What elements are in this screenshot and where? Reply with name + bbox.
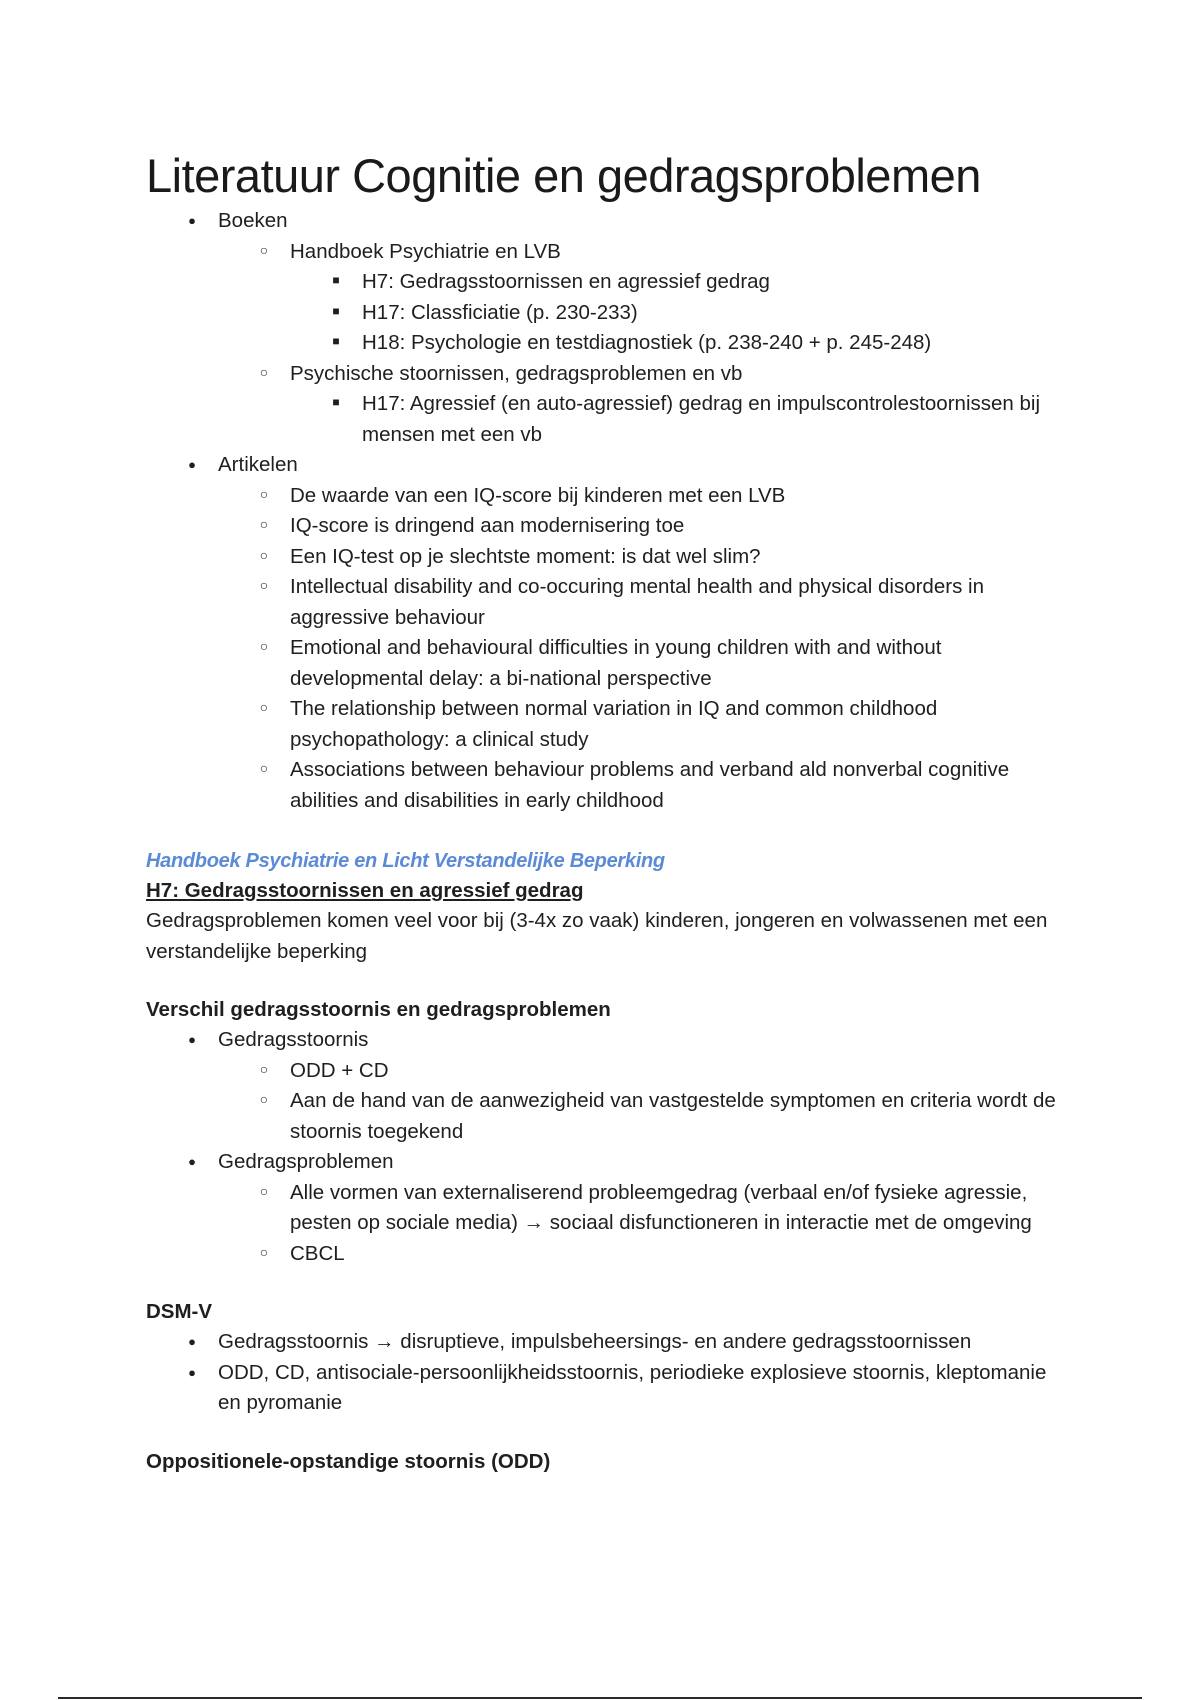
bullet-square-icon bbox=[326, 328, 346, 359]
list-item bbox=[146, 1147, 1066, 1269]
list-item bbox=[218, 633, 1066, 694]
chapter-heading: H7: Gedragsstoornissen en agressief gedrag bbox=[146, 879, 584, 902]
bullet-circle-icon bbox=[254, 511, 274, 543]
list-item bbox=[290, 267, 1066, 298]
list-item bbox=[218, 1239, 1066, 1270]
list-item-label: Handboek Psychiatrie en LVB bbox=[290, 239, 561, 263]
bullet-disc-icon bbox=[182, 206, 202, 239]
bullet-circle-icon bbox=[254, 481, 274, 513]
document-page bbox=[146, 146, 1066, 1477]
bullet-circle-icon bbox=[254, 755, 274, 787]
bullet-circle-icon bbox=[254, 694, 274, 726]
dsm-list bbox=[146, 1327, 1066, 1419]
list-item-label: Een IQ-test op je slechtste moment: is dat wel slim? bbox=[290, 544, 761, 568]
list-item bbox=[218, 1178, 1066, 1239]
list-item-label: ODD + CD bbox=[290, 1058, 389, 1082]
dsm-heading: DSM-V bbox=[146, 1300, 213, 1323]
bullet-square-icon bbox=[326, 389, 346, 420]
literature-list bbox=[146, 206, 1066, 816]
bullet-circle-icon bbox=[254, 1086, 274, 1118]
bullet-circle-icon bbox=[254, 1056, 274, 1088]
list-item-label: De waarde van een IQ-score bij kinderen met een LVB bbox=[290, 483, 786, 507]
list-item-label: Alle vormen van externaliserend probleemgedrag (verbaal en/of fysieke agressie, pesten op sociale media) → sociaal disfunctioneren in interactie met de omgeving bbox=[290, 1180, 1032, 1234]
list-item-label: ODD, CD, antisociale-persoonlijkheidsstoornis, periodieke explosieve stoornis, kleptomanie en pyromanie bbox=[218, 1360, 1047, 1414]
page-title: Literatuur Cognitie en gedragsproblemen bbox=[146, 149, 981, 202]
bullet-square-icon bbox=[326, 298, 346, 329]
bullet-circle-icon bbox=[254, 1239, 274, 1271]
difference-heading: Verschil gedragsstoornis en gedragsproblemen bbox=[146, 998, 611, 1021]
list-item-label: Intellectual disability and co-occuring mental health and physical disorders in aggressive behaviour bbox=[290, 575, 984, 629]
bullet-disc-icon bbox=[182, 1147, 202, 1180]
bullet-circle-icon bbox=[254, 633, 274, 665]
list-item bbox=[218, 572, 1066, 633]
list-item-label: Gedragsproblemen bbox=[218, 1150, 394, 1173]
list-item bbox=[218, 694, 1066, 755]
list-item bbox=[218, 511, 1066, 542]
bullet-disc-icon bbox=[182, 450, 202, 483]
bullet-circle-icon bbox=[254, 237, 274, 269]
list-item-label: IQ-score is dringend aan modernisering toe bbox=[290, 514, 685, 537]
page-bottom-rule bbox=[58, 1697, 1142, 1699]
list-item bbox=[290, 389, 1066, 450]
bullet-square-icon bbox=[326, 267, 346, 298]
bullet-circle-icon bbox=[254, 1178, 274, 1210]
bullet-disc-icon bbox=[182, 1025, 202, 1058]
list-item bbox=[218, 542, 1066, 573]
list-item bbox=[146, 1327, 1066, 1358]
list-item-label: H7: Gedragsstoornissen en agressief gedrag bbox=[362, 270, 770, 293]
list-item-label: Gedragsstoornis → disruptieve, impulsbeheersings- en andere gedragsstoornissen bbox=[218, 1330, 972, 1353]
list-item-label: Emotional and behavioural difficulties in young children with and without developmental delay: a bi-national perspective bbox=[290, 636, 942, 690]
list-item-label: The relationship between normal variation in IQ and common childhood psychopathology: a clinical study bbox=[290, 697, 938, 751]
list-item bbox=[290, 328, 1066, 359]
bullet-disc-icon bbox=[182, 1327, 202, 1360]
list-item-label: Associations between behaviour problems and verband ald nonverbal cognitive abilities and disabilities in early childhood bbox=[290, 758, 1010, 812]
bullet-circle-icon bbox=[254, 542, 274, 574]
list-item-label: Gedragsstoornis bbox=[218, 1028, 369, 1051]
intro-paragraph: Gedragsproblemen komen veel voor bij (3-4x zo vaak) kinderen, jongeren en volwassenen met een verstandelijke beperking bbox=[146, 909, 1048, 963]
list-item-label: Psychische stoornissen, gedragsproblemen en vb bbox=[290, 361, 743, 385]
list-item-label: H17: Classficiatie (p. 230-233) bbox=[362, 300, 638, 324]
difference-list bbox=[146, 1025, 1066, 1269]
list-item-label: Boeken bbox=[218, 209, 288, 232]
list-item-label: Artikelen bbox=[218, 453, 298, 476]
list-item bbox=[218, 1056, 1066, 1087]
list-item-label: H18: Psychologie en testdiagnostiek (p. 238-240 + p. 245-248) bbox=[362, 331, 932, 354]
odd-heading: Oppositionele-opstandige stoornis (ODD) bbox=[146, 1449, 551, 1473]
list-item bbox=[218, 237, 1066, 359]
bullet-circle-icon bbox=[254, 359, 274, 391]
list-item bbox=[146, 1358, 1066, 1419]
list-item bbox=[218, 481, 1066, 512]
list-item-label: CBCL bbox=[290, 1241, 345, 1265]
list-item bbox=[290, 298, 1066, 329]
list-item bbox=[218, 359, 1066, 451]
bullet-disc-icon bbox=[182, 1358, 202, 1391]
list-item bbox=[218, 755, 1066, 816]
list-item-label: Aan de hand van de aanwezigheid van vastgestelde symptomen en criteria wordt de stoornis toegekend bbox=[290, 1089, 1056, 1143]
list-item bbox=[146, 206, 1066, 450]
list-item bbox=[146, 1025, 1066, 1147]
list-item bbox=[218, 1086, 1066, 1147]
list-item bbox=[146, 450, 1066, 816]
bullet-circle-icon bbox=[254, 572, 274, 604]
handbook-heading: Handboek Psychiatrie en Licht Verstandelijke Beperking bbox=[146, 850, 665, 872]
list-item-label: H17: Agressief (en auto-agressief) gedrag en impulscontrolestoornissen bij mensen met een vb bbox=[362, 392, 1041, 446]
